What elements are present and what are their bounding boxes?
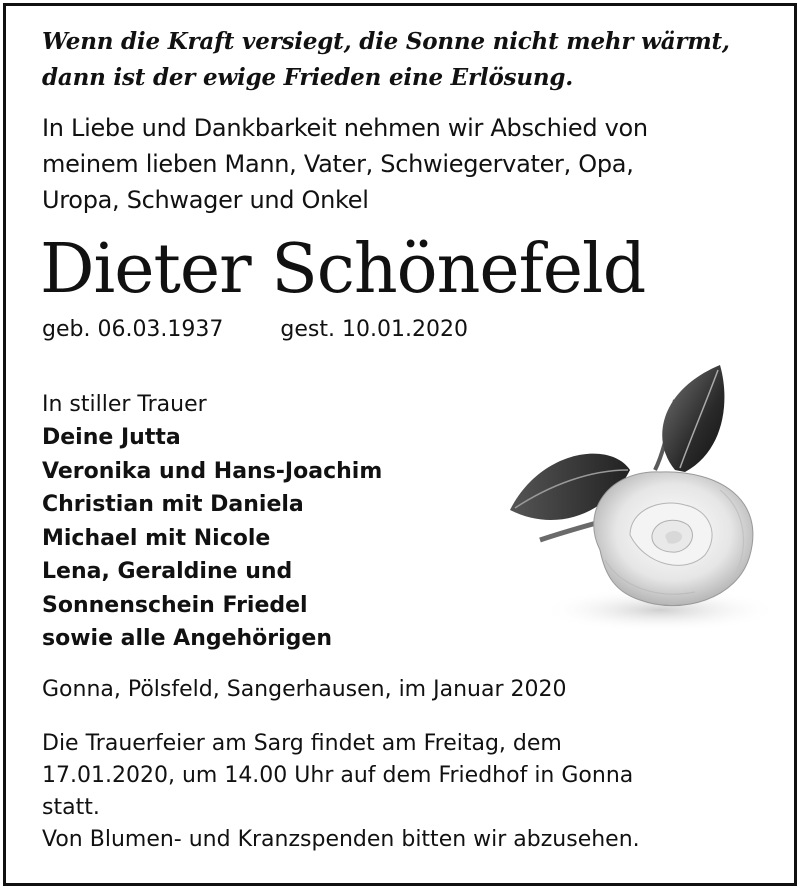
service-line: 17.01.2020, um 14.00 Uhr auf dem Friedhof in Gonna	[42, 762, 634, 788]
service-line: statt.	[42, 794, 100, 820]
intro-line: meinem lieben Mann, Vater, Schwiegervater, Opa,	[42, 150, 634, 178]
service-info	[42, 728, 762, 856]
mourner-name: Lena, Geraldine und	[42, 559, 293, 584]
service-line: Von Blumen- und Kranzspenden bitten wir abzusehen.	[42, 826, 640, 852]
motto-line: dann ist der ewige Frieden eine Erlösung.	[42, 64, 574, 91]
mourners-block	[42, 388, 762, 656]
obituary-content	[42, 24, 762, 856]
intro-line: In Liebe und Dankbarkeit nehmen wir Abschied von	[42, 114, 648, 142]
mourner-name: sowie alle Angehörigen	[42, 626, 333, 651]
mourner-name: Christian mit Daniela	[42, 492, 304, 517]
death-date: gest. 10.01.2020	[280, 317, 468, 342]
birth-date: geb. 06.03.1937	[42, 317, 224, 342]
mourner-name: Deine Jutta	[42, 425, 181, 450]
mourner-name: Michael mit Nicole	[42, 525, 271, 551]
mourner-name: Sonnenschein Friedel	[42, 592, 308, 618]
motto	[42, 24, 762, 96]
mourning-phrase: In stiller Trauer	[42, 392, 207, 417]
place-and-date: Gonna, Pölsfeld, Sangerhausen, im Januar 2020	[42, 676, 567, 702]
motto-line: Wenn die Kraft versiegt, die Sonne nicht mehr wärmt,	[42, 28, 730, 55]
intro-text	[42, 110, 762, 218]
mourner-list	[42, 421, 762, 656]
service-line: Die Trauerfeier am Sarg findet am Freitag, dem	[42, 730, 562, 756]
life-dates	[42, 314, 762, 346]
deceased-name: Dieter Schönefeld	[40, 230, 646, 309]
mourner-name: Veronika und Hans-Joachim	[42, 458, 383, 484]
intro-line: Uropa, Schwager und Onkel	[42, 186, 369, 214]
